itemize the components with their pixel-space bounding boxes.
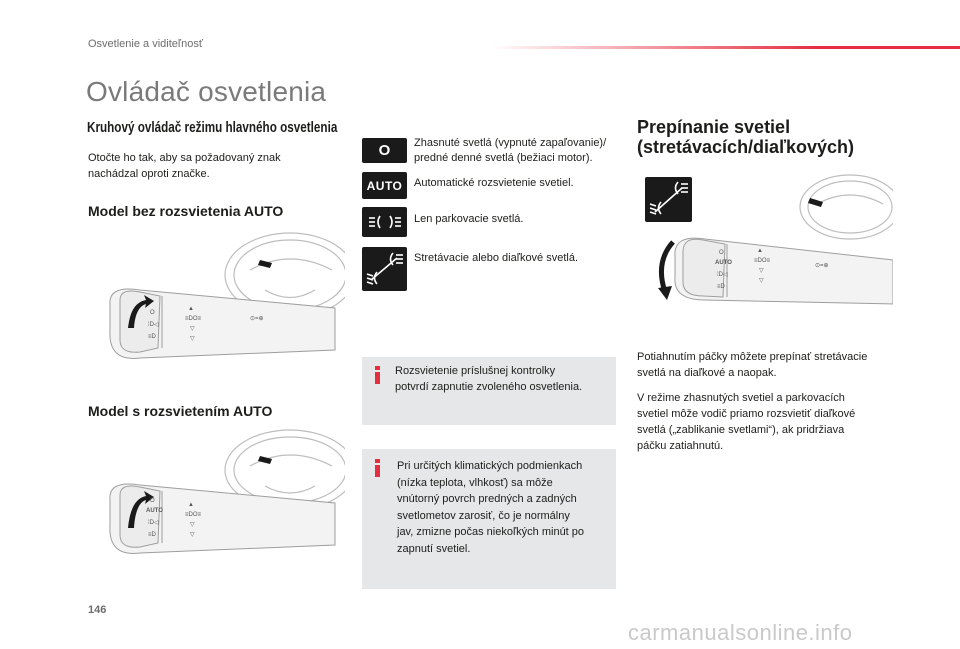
svg-text:▲: ▲ [188,306,194,312]
right-paragraph-2 [637,390,855,454]
right-line: Potiahnutím páčky môžete prepínať stretávacie [637,351,868,363]
auto-icon: AUTO [362,172,407,199]
intro-line: Otočte ho tak, aby sa požadovaný znak [88,152,281,164]
info-text [397,458,584,557]
svg-text:▽: ▽ [190,326,195,332]
info-line: zapnutí svetiel. [397,542,471,555]
info-icon [375,366,380,384]
page-number: 146 [88,604,107,616]
svg-text:▽: ▽ [759,278,764,284]
right-title-line: (stretávacích/diaľkových) [637,137,855,157]
svg-text:≡D: ≡D [148,532,156,538]
mode-parking-text [414,211,523,227]
svg-text:≡DO≡: ≡DO≡ [185,512,202,518]
info-box-indicator [362,357,616,425]
info-icon [375,459,380,477]
left-intro [88,150,281,182]
info-box-condensation [362,449,616,589]
stalk-label-off: O [150,498,155,504]
model-no-auto-heading: Model bez rozsvietenia AUTO [88,203,284,219]
beam-switch-illustration [645,172,893,310]
right-line: svetiel môže vodič priamo rozsvietiť diaľkové [637,408,856,420]
page-title: Ovládač osvetlenia [86,76,327,107]
svg-text:▽: ▽ [190,532,195,538]
mode-auto-text [414,175,574,191]
right-title-line: Prepínanie svetiel [637,117,791,137]
mode-off-text [414,136,606,166]
svg-text:▲: ▲ [188,502,194,508]
info-line: vnútorný povrch predných a zadných [397,493,577,505]
svg-text:▲: ▲ [757,248,763,254]
svg-text:≡DO≡: ≡DO≡ [185,316,202,322]
stalk-label-off: O [150,310,155,316]
info-line: Pri určitých klimatických podmienkach [397,460,583,472]
off-icon: O [362,138,407,163]
dipped-main-beam-icon [362,247,407,291]
svg-text:▽: ▽ [190,522,195,528]
info-text [395,363,582,395]
svg-text:≡D: ≡D [717,284,725,290]
svg-text:⁞D◁: ⁞D◁ [148,520,159,526]
mode-line: Len parkovacie svetlá. [414,213,524,225]
mode-line: predné denné svetlá (bežiaci motor). [414,152,593,164]
mode-line: Zhasnuté svetlá (vypnuté zapaľovanie)/ [414,137,607,149]
stalk-label-off: O [719,250,724,256]
mode-line: Automatické rozsvietenie svetiel. [414,177,574,189]
info-line: jav, zmizne počas niekoľkých minút po [397,526,585,538]
mode-line: Stretávacie alebo diaľkové svetlá. [414,252,579,264]
svg-text:⁞D◁: ⁞D◁ [717,272,728,278]
left-heading: Kruhový ovládač režimu hlavného osvetlenia [87,119,338,136]
svg-text:▽: ▽ [759,268,764,274]
stalk-illustration-no-auto [100,230,345,375]
right-paragraph-1 [637,349,867,381]
info-line: potvrdí zapnutie zvoleného osvetlenia. [395,381,583,393]
info-line: (nízka teplota, vlhkosť) sa môže [397,476,553,489]
right-line: svetlá na diaľkové a naopak. [637,367,777,379]
right-line: svetlá („zablikanie svetlami“), ak pridržiava [637,424,845,436]
model-auto-heading: Model s rozsvietením AUTO [88,403,273,419]
intro-line: nachádzal oproti značke. [88,168,210,180]
stalk-label-auto: AUTO [146,508,163,514]
info-line: Rozsvietenie príslušnej kontrolky [395,365,556,377]
info-line: svetlometov zarosiť, čo je normálny [397,509,570,522]
mode-beam-text [414,250,578,266]
right-title [637,117,854,157]
svg-text:≡DO≡: ≡DO≡ [754,258,771,264]
right-line: V režime zhasnutých svetiel a parkovacích [637,392,845,404]
svg-text:▽: ▽ [190,336,195,342]
stalk-label-auto: AUTO [715,260,732,266]
stalk-illustration-auto [100,428,345,568]
svg-text:⊙=⊕: ⊙=⊕ [815,263,829,269]
svg-text:⊙=⊕: ⊙=⊕ [250,316,264,322]
section-header: Osvetlenie a viditeľnosť [88,38,203,50]
parking-lights-icon [362,207,407,237]
right-line: páčku zatiahnutú. [637,440,724,452]
watermark: carmanualsonline.info [628,620,853,645]
header-rule [490,46,960,49]
svg-text:≡D: ≡D [148,334,156,340]
svg-text:⁞D◁: ⁞D◁ [148,322,159,328]
